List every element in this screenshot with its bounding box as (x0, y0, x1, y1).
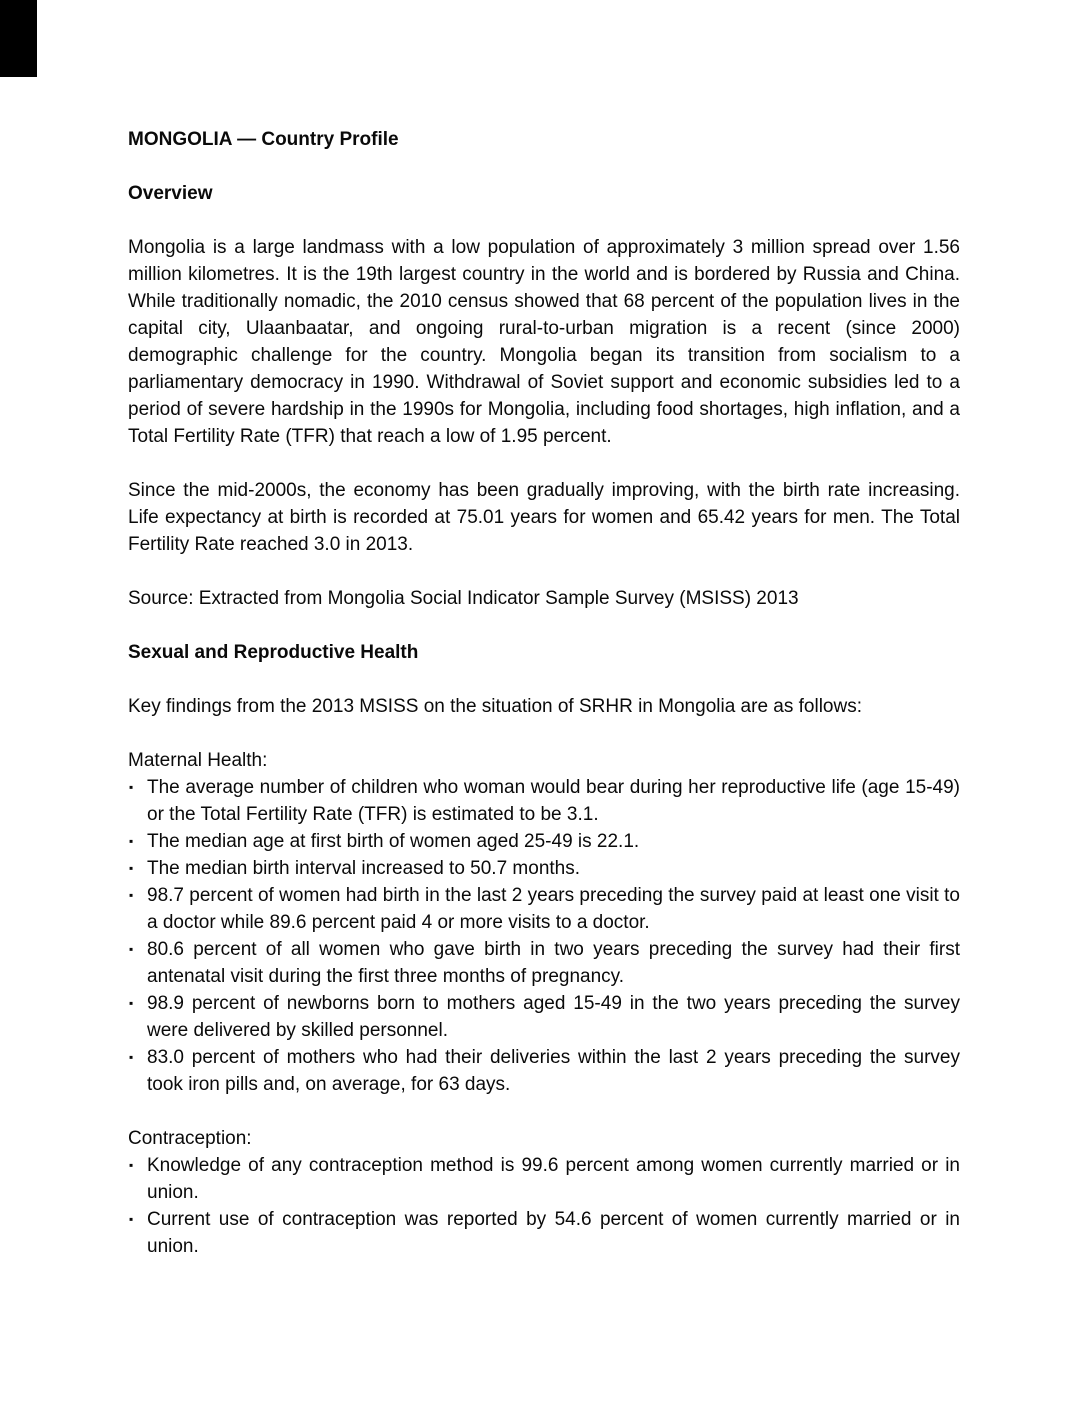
overview-heading: Overview (128, 183, 213, 204)
maternal-health-list (128, 774, 960, 1098)
contraception-label: Contraception: (128, 1128, 252, 1149)
key-findings-intro: Key findings from the 2013 MSISS on the situation of SRHR in Mongolia are as follows: (128, 696, 862, 717)
source-line: Source: Extracted from Mongolia Social Indicator Sample Survey (MSISS) 2013 (128, 588, 799, 609)
page-title: MONGOLIA — Country Profile (128, 129, 399, 150)
list-item: ▪ The average number of children who woman would bear during her reproductive life (age 15-49) or the Total Fertility Rate (TFR) is estimated to be 3.1. (128, 774, 960, 828)
list-item: ▪ Knowledge of any contraception method is 99.6 percent among women currently married or in union. (128, 1152, 960, 1206)
scan-corner-artifact (0, 0, 37, 77)
document-content (128, 126, 960, 1287)
list-item: ▪ 83.0 percent of mothers who had their deliveries within the last 2 years preceding the survey took iron pills and, on average, for 63 days. (128, 1044, 960, 1098)
list-item: ▪ 98.9 percent of newborns born to mothers aged 15-49 in the two years preceding the survey were delivered by skilled personnel. (128, 990, 960, 1044)
list-item: ▪ The median birth interval increased to 50.7 months. (128, 855, 960, 882)
list-item: ▪ Current use of contraception was reported by 54.6 percent of women currently married or in union. (128, 1206, 960, 1260)
contraception-list (128, 1152, 960, 1260)
overview-paragraph-1: Mongolia is a large landmass with a low population of approximately 3 million spread over 1.56 million kilometres. It is the 19th largest country in the world and is bordered by Russia and China. While traditionally nomadic, the 2010 census showed that 68 percent of the population lives in the capital city, Ulaanbaatar, and ongoing rural-to-urban migration is a recent (since 2000) demographic challenge for the country. Mongolia began its transition from socialism to a parliamentary democracy in 1990. Withdrawal of Soviet support and economic subsidies led to a period of severe hardship in the 1990s for Mongolia, including food shortages, high inflation, and a Total Fertility Rate (TFR) that reach a low of 1.95 percent. (128, 237, 960, 447)
maternal-health-label: Maternal Health: (128, 750, 268, 771)
list-item: ▪ 98.7 percent of women had birth in the last 2 years preceding the survey paid at least one visit to a doctor while 89.6 percent paid 4 or more visits to a doctor. (128, 882, 960, 936)
overview-paragraph-2: Since the mid-2000s, the economy has been gradually improving, with the birth rate increasing. Life expectancy at birth is recorded at 75.01 years for women and 65.42 years for men. The Total Fertility Rate reached 3.0 in 2013. (128, 480, 960, 555)
list-item: ▪ The median age at first birth of women aged 25-49 is 22.1. (128, 828, 960, 855)
srh-heading: Sexual and Reproductive Health (128, 642, 419, 663)
list-item: ▪ 80.6 percent of all women who gave birth in two years preceding the survey had their first antenatal visit during the first three months of pregnancy. (128, 936, 960, 990)
